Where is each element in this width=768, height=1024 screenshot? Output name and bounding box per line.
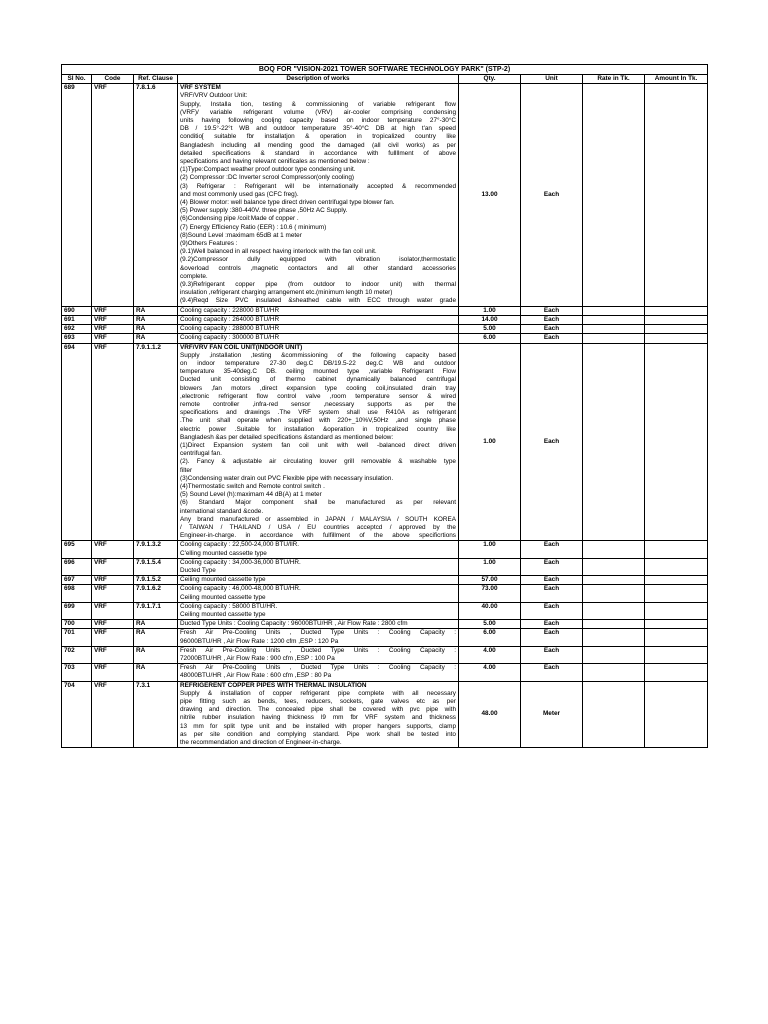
cell-qty: 14.00 xyxy=(459,315,521,324)
cell-ref: RA xyxy=(134,334,178,343)
cell-qty: 5.00 xyxy=(459,620,521,629)
description-line: Supply ,installation ,testing &commissioning of the following capacity based xyxy=(180,351,456,359)
table-row xyxy=(62,602,708,619)
description-line: 72000BTU/HR , Air Flow Rate : 900 cfm ,ESP : 100 Pa xyxy=(180,655,335,663)
cell-unit: Each xyxy=(521,325,583,334)
cell-qty: 1.00 xyxy=(459,541,521,558)
cell-code: VRF xyxy=(92,558,134,575)
cell-code: VRF xyxy=(92,541,134,558)
description-line: (2) Compressor :DC Inverter scrool Compressor(only cooling) xyxy=(180,174,355,182)
description-line: Cooling capacity : 228000 BTU/HR xyxy=(180,306,280,314)
description-line: nitrile rubber insulation having thickness l9 mm fbr VRF system and thickness xyxy=(180,714,456,722)
cell-description xyxy=(178,558,459,575)
table-row xyxy=(62,558,708,575)
cell-amount xyxy=(645,334,708,343)
cell-code: VRF xyxy=(92,646,134,663)
cell-qty: 48.00 xyxy=(459,681,521,748)
cell-unit: Each xyxy=(521,315,583,324)
description-line: Cooling capacity : 300000 BTU/HR xyxy=(180,334,280,342)
cell-ref: 7.3.1 xyxy=(134,681,178,748)
header-description: Description of works xyxy=(178,75,459,84)
cell-amount xyxy=(645,325,708,334)
table-row xyxy=(62,334,708,343)
cell-unit: Each xyxy=(521,343,583,541)
description-line: (3) Refrigerar : Refrigerant will be internationally accepted & recommended xyxy=(180,182,456,190)
cell-code: VRF xyxy=(92,325,134,334)
cell-description xyxy=(178,84,459,306)
description-line: (9.2)Compressor dully equipped with vibration isolator,thermostatic xyxy=(180,256,456,264)
description-line: 13 mm for split type unit and be installed with proper hangers supports, clamp xyxy=(180,722,456,730)
cell-sl: 690 xyxy=(62,306,92,315)
table-row xyxy=(62,325,708,334)
cell-amount xyxy=(645,84,708,306)
description-line: (9.4)Reqd Size PVC insulated &sheathed cable with ECC through water grade xyxy=(180,297,456,305)
description-line: VRF/VRV Outdoor Unit: xyxy=(180,92,248,100)
cell-code: VRF xyxy=(92,620,134,629)
page-title: BOQ FOR "VISION-2021 TOWER SOFTWARE TECHNOLOGY PARK" (STP-2) xyxy=(62,65,708,75)
cell-description xyxy=(178,629,459,646)
cell-code: VRF xyxy=(92,334,134,343)
cell-ref: RA xyxy=(134,306,178,315)
cell-ref: 7.9.1.5.2 xyxy=(134,576,178,585)
cell-ref: RA xyxy=(134,629,178,646)
description-line: specifications and having relevant cenificales as mentioned below : xyxy=(180,158,370,166)
table-row xyxy=(62,343,708,541)
cell-ref: 7.9.1.7.1 xyxy=(134,602,178,619)
cell-rate xyxy=(583,585,645,602)
cell-sl: 692 xyxy=(62,325,92,334)
description-line: Cooling capacity : 264000 BTU/HR xyxy=(180,315,280,323)
cell-description xyxy=(178,664,459,681)
description-line: Any brand manufactured or assembled in JAPAN / MALAYSIA / SOUTH KOREA xyxy=(180,515,456,523)
description-line: (3)Condensing water drain out PVC Flexible pipe with necessary insulation. xyxy=(180,474,394,482)
header-unit: Unit xyxy=(521,75,583,84)
description-line: (4)Thermostatic switch and Remote control switch . xyxy=(180,482,325,490)
description-line: conditio[ suitable fbr installatjon & operation in tropicalized country like xyxy=(180,133,456,141)
description-line: (8)Sound Level :maximam 65dB at 1 meter xyxy=(180,231,302,239)
cell-ref: 7.8.1.6 xyxy=(134,84,178,306)
cell-sl: 704 xyxy=(62,681,92,748)
description-line: Bangladesh &as per detailed specifications &standard as mentioned below: xyxy=(180,433,394,441)
description-line: Cooling capacity : 288000 BTU/HR xyxy=(180,325,280,333)
header-sl: Sl No. xyxy=(62,75,92,84)
title-row xyxy=(62,65,708,75)
cell-rate xyxy=(583,84,645,306)
description-line: Fresh Air Pre-Cooling Units , Ducted Type Units : Cooling Capacity : xyxy=(180,664,456,672)
description-line: pipe fitting such as bends, tees, reducers, sockets, gate valves etc as per xyxy=(180,698,456,706)
description-line: complete. xyxy=(180,272,208,280)
boq-table xyxy=(61,64,708,748)
description-line: 48000BTU/HR , Air Flow Rate : 600 cfm ,ESP : 80 Pa xyxy=(180,672,332,680)
cell-unit: Each xyxy=(521,558,583,575)
cell-amount xyxy=(645,629,708,646)
description-line: (9.3)Refrigerant copper pipe (from outdoor to indoor unit) with thermal xyxy=(180,281,456,289)
description-line: (4) Blower motor: well balance type direct driven centrifugal type blower fan. xyxy=(180,199,395,207)
cell-unit: Each xyxy=(521,629,583,646)
description-line: remote controller ,infra-red sensor ,necessary supports as per the xyxy=(180,400,456,408)
cell-sl: 693 xyxy=(62,334,92,343)
cell-description xyxy=(178,681,459,748)
description-line: Bangladesh including all mending good the damaged (all civil works) as per xyxy=(180,141,456,149)
cell-qty: 1.00 xyxy=(459,343,521,541)
cell-description xyxy=(178,325,459,334)
description-line: specifications and drawings .The VRF system shall use R410A as refrigerant xyxy=(180,409,456,417)
description-line: filter xyxy=(180,466,193,474)
description-line: Cooling capacity : 34,000-36,000 BTU/HR. xyxy=(180,558,301,566)
cell-sl: 689 xyxy=(62,84,92,306)
cell-description xyxy=(178,602,459,619)
cell-code: VRF xyxy=(92,84,134,306)
description-line: (6) Standard Major component shall be manufactured as per relevant xyxy=(180,499,456,507)
cell-code: VRF xyxy=(92,343,134,541)
cell-code: VRF xyxy=(92,315,134,324)
table-row xyxy=(62,629,708,646)
description-line: (1)Direct Expansion system fan coil unit with well -balanced direct driven xyxy=(180,441,456,449)
table-row xyxy=(62,576,708,585)
cell-description xyxy=(178,541,459,558)
cell-ref: RA xyxy=(134,646,178,663)
description-line: Ducted Type Units : Cooling Capacity : 96000BTU/HR , Air Flow Rate : 2800 cfm xyxy=(180,620,408,628)
description-line: ,electronic refrigerant flow control valve ,room temperature sensor & wired xyxy=(180,392,456,400)
cell-rate xyxy=(583,602,645,619)
table-row xyxy=(62,84,708,306)
cell-unit: Each xyxy=(521,664,583,681)
cell-unit: Meter xyxy=(521,681,583,748)
cell-sl: 703 xyxy=(62,664,92,681)
cell-amount xyxy=(645,602,708,619)
cell-rate xyxy=(583,325,645,334)
boq-sheet xyxy=(61,64,707,748)
cell-rate xyxy=(583,343,645,541)
cell-unit: Each xyxy=(521,602,583,619)
cell-qty: 6.00 xyxy=(459,629,521,646)
cell-ref: RA xyxy=(134,315,178,324)
cell-code: VRF xyxy=(92,681,134,748)
cell-code: VRF xyxy=(92,576,134,585)
cell-ref: 7.9.1.3.2 xyxy=(134,541,178,558)
description-line: insulation ,refrigerant charging arrangement etc.(minimum length 10 meter) xyxy=(180,289,393,297)
description-line: (5) Sound Level (h):maximam 44 dB(A) at 1 meter xyxy=(180,491,322,499)
header-qty: Qty. xyxy=(459,75,521,84)
cell-amount xyxy=(645,585,708,602)
header-ref: Ref. Clause xyxy=(134,75,178,84)
cell-rate xyxy=(583,306,645,315)
header-row xyxy=(62,75,708,84)
description-line: Ceiling mounted cassette type xyxy=(180,611,266,618)
table-row xyxy=(62,646,708,663)
cell-sl: 691 xyxy=(62,315,92,324)
description-line: (7) Energy Efficiency Ratio (EER) : 10.6 ( minimum) xyxy=(180,223,327,231)
cell-qty: 5.00 xyxy=(459,325,521,334)
description-line: (1)Type:Compact weather proof outdoor type condensing unit. xyxy=(180,166,356,174)
cell-qty: 4.00 xyxy=(459,664,521,681)
cell-unit: Each xyxy=(521,334,583,343)
description-line: (5) Power supply :380-440V. three phase ,50Hz AC Supply. xyxy=(180,207,348,215)
description-line: Cooling capacity : 58000 BTU/HR. xyxy=(180,602,278,610)
cell-sl: 695 xyxy=(62,541,92,558)
cell-sl: 697 xyxy=(62,576,92,585)
description-line: and most commonly used gas (CFC freg). xyxy=(180,190,299,198)
description-line: units having following cooljng capacity based on indoor temperature 27°-30°C xyxy=(180,117,456,125)
header-rate: Rate in Tk. xyxy=(583,75,645,84)
cell-unit: Each xyxy=(521,84,583,306)
cell-description xyxy=(178,334,459,343)
description-line: Ceiling mounted cassette type xyxy=(180,576,266,584)
cell-rate xyxy=(583,541,645,558)
description-line: as per site condition and complying standard. Pipe work shall be tested into xyxy=(180,730,456,738)
cell-code: VRF xyxy=(92,306,134,315)
cell-code: VRF xyxy=(92,602,134,619)
cell-description xyxy=(178,306,459,315)
description-line: / TAIWAN / THAILAND / USA / EU countries acceptcd / approved by the xyxy=(180,523,456,531)
description-line: VRF/VRV FAN COIL UNIT(INDOOR UNIT) xyxy=(180,343,303,351)
cell-qty: 13.00 xyxy=(459,84,521,306)
cell-amount xyxy=(645,306,708,315)
cell-rate xyxy=(583,664,645,681)
cell-unit: Each xyxy=(521,646,583,663)
description-line: .The unit shall operate when supplied with 220+_10%V,50Hz ,and single phase xyxy=(180,417,456,425)
description-line: REFRIGERENT COPPER PIPES WITH THERMAL INSULATION xyxy=(180,681,367,689)
cell-unit: Each xyxy=(521,620,583,629)
description-line: VRF SYSTEM xyxy=(180,84,221,92)
cell-amount xyxy=(645,558,708,575)
cell-qty: 4.00 xyxy=(459,646,521,663)
cell-amount xyxy=(645,664,708,681)
description-line: centrifugal fan. xyxy=(180,450,222,458)
cell-ref: RA xyxy=(134,620,178,629)
description-line: drawing and direction. The concealed pipe shall be covered with pvc pipe with xyxy=(180,706,456,714)
table-row xyxy=(62,620,708,629)
description-line: the recommendation and direction of Engineer-in-charge. xyxy=(180,739,342,747)
cell-description xyxy=(178,620,459,629)
table-row xyxy=(62,681,708,748)
table-row xyxy=(62,585,708,602)
description-line: Ducted unit consisting of thermo cabinet dynamically balanced centrifugal xyxy=(180,376,456,384)
description-line: international standard &code. xyxy=(180,507,264,515)
cell-rate xyxy=(583,681,645,748)
description-line: &overload controls ,magnetic contactors and all other standard accessories xyxy=(180,264,456,272)
cell-sl: 694 xyxy=(62,343,92,541)
cell-qty: 73.00 xyxy=(459,585,521,602)
description-line: Cooling capacity : 22,500-24,000 BTU/llR. xyxy=(180,541,300,549)
cell-qty: 57.00 xyxy=(459,576,521,585)
cell-rate xyxy=(583,315,645,324)
cell-rate xyxy=(583,558,645,575)
cell-description xyxy=(178,315,459,324)
cell-rate xyxy=(583,576,645,585)
cell-sl: 702 xyxy=(62,646,92,663)
description-line: Engineer-in-charge. in accordance with fulfillment of the above specificrtions xyxy=(180,532,456,540)
description-line: C'elling mounted cassette type xyxy=(180,549,267,557)
cell-amount xyxy=(645,343,708,541)
cell-amount xyxy=(645,541,708,558)
description-line: (VRF)/ variable refrigerant volume (VRV) air-cooler comprising condensing xyxy=(180,108,456,116)
description-line: on indoor temperature 27-30 deg.C DB/19.5-22 deg.C WB and outdoor xyxy=(180,359,456,367)
cell-amount xyxy=(645,681,708,748)
description-line: Ceiling mounted cassette type xyxy=(180,593,266,601)
header-amount: Amount In Tk. xyxy=(645,75,708,84)
cell-code: VRF xyxy=(92,629,134,646)
cell-code: VRF xyxy=(92,585,134,602)
cell-description xyxy=(178,646,459,663)
cell-ref: RA xyxy=(134,325,178,334)
boq-rows xyxy=(62,84,708,748)
description-line: Ducted Type xyxy=(180,566,216,574)
cell-rate xyxy=(583,646,645,663)
description-line: (6)Condensing pipe /coil:Made of copper . xyxy=(180,215,299,223)
cell-unit: Each xyxy=(521,576,583,585)
cell-description xyxy=(178,343,459,541)
table-row xyxy=(62,315,708,324)
table-row xyxy=(62,306,708,315)
cell-unit: Each xyxy=(521,306,583,315)
description-line: (9.1)Well balanced in all respect having interlock with the fan coil unit. xyxy=(180,248,377,256)
description-line: Fresh Air Pre-Cooling Units , Ducted Type Units : Cooling Capacity : xyxy=(180,646,456,654)
cell-sl: 700 xyxy=(62,620,92,629)
cell-amount xyxy=(645,620,708,629)
cell-ref: 7.9.1.1.2 xyxy=(134,343,178,541)
cell-unit: Each xyxy=(521,585,583,602)
cell-amount xyxy=(645,646,708,663)
cell-description xyxy=(178,585,459,602)
description-line: temperature 35-40deg.C DB. ceiling mounted type ,variable Refrigerant Flow xyxy=(180,368,456,376)
description-line: DB / 19.5°-22°t WB and outdoor temperature 35°-40°C DB at high t'an speed xyxy=(180,125,456,133)
description-line: Supply, Installa tion, testing & commissioning of variable refrigerant flow xyxy=(180,100,456,108)
cell-qty: 1.00 xyxy=(459,558,521,575)
table-row xyxy=(62,664,708,681)
description-line: detailed specifications & standard in accordance with fullllment of above xyxy=(180,149,456,157)
cell-ref: 7.9.1.5.4 xyxy=(134,558,178,575)
cell-qty: 1.00 xyxy=(459,306,521,315)
cell-sl: 698 xyxy=(62,585,92,602)
cell-rate xyxy=(583,620,645,629)
description-line: electric power .Suitable for installation &operation in tropicalized country like xyxy=(180,425,456,433)
cell-qty: 6.00 xyxy=(459,334,521,343)
description-line: Supply & installation of copper refrigerant pipe complete with all necessary xyxy=(180,689,456,697)
description-line: blowers ,fan motors ,direct expansion type cooling coil,insulated drain tray xyxy=(180,384,456,392)
description-line: 96000BTU/HR , Air Flow Rate : 1200 cfm ,ESP : 120 Pa xyxy=(180,637,339,645)
cell-sl: 701 xyxy=(62,629,92,646)
cell-rate xyxy=(583,334,645,343)
cell-ref: 7.9.1.6.2 xyxy=(134,585,178,602)
description-line: Fresh Air Pre-Cooling Units , Ducted Type Units : Cooling Capacity : xyxy=(180,629,456,637)
description-line: (9)Others Features : xyxy=(180,240,238,248)
cell-amount xyxy=(645,576,708,585)
cell-sl: 699 xyxy=(62,602,92,619)
cell-code: VRF xyxy=(92,664,134,681)
table-row xyxy=(62,541,708,558)
cell-amount xyxy=(645,315,708,324)
header-code: Code xyxy=(92,75,134,84)
description-line: Cooling capacity : 46,000-48,000 BTU/HR. xyxy=(180,585,301,593)
cell-unit: Each xyxy=(521,541,583,558)
cell-sl: 696 xyxy=(62,558,92,575)
cell-qty: 40.00 xyxy=(459,602,521,619)
cell-description xyxy=(178,576,459,585)
cell-ref: RA xyxy=(134,664,178,681)
description-line: (2). Fancy & adjustable air circulating louver grill removable & washable type xyxy=(180,458,456,466)
cell-rate xyxy=(583,629,645,646)
